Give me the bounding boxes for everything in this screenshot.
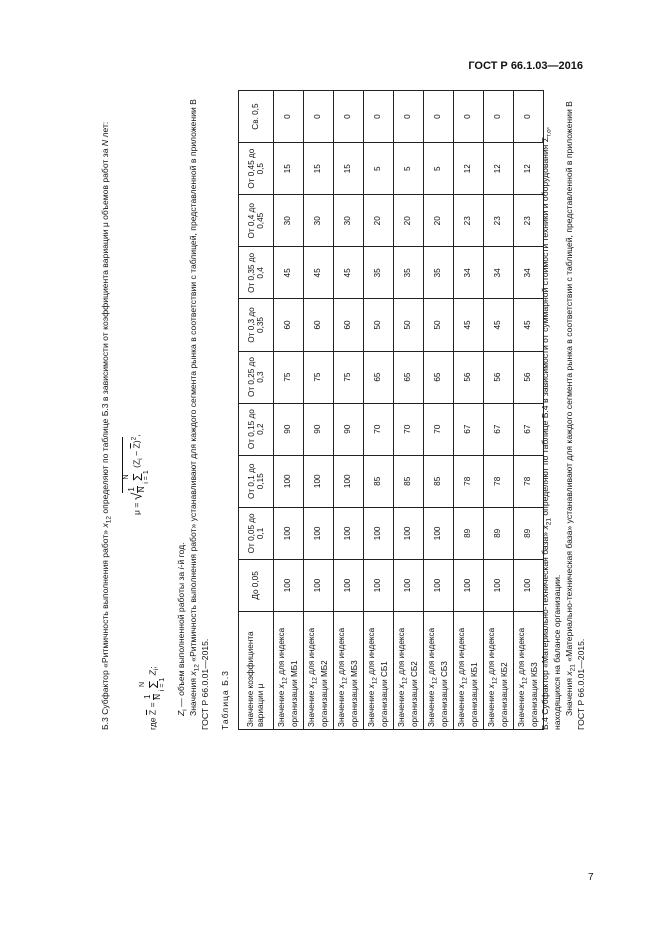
table-row	[364, 91, 394, 730]
row-label-part: Значение	[487, 688, 497, 727]
table-cell: 100	[334, 455, 364, 507]
exponent: 2	[130, 436, 138, 441]
paragraph-b3	[100, 122, 114, 730]
table-cell: 23	[454, 195, 484, 247]
symbol-x: x	[188, 671, 198, 676]
table-row	[454, 91, 484, 730]
row-label-part: Значение	[277, 688, 287, 727]
table-cell: 75	[274, 351, 304, 403]
table-cell: 100	[484, 559, 514, 611]
table-cell: 100	[304, 507, 334, 559]
table-cell: 78	[454, 455, 484, 507]
row-label-part: для индекса организации	[367, 627, 389, 727]
term: −	[131, 448, 142, 459]
table-cell: 30	[274, 195, 304, 247]
table-cell: 100	[394, 559, 424, 611]
row-label	[274, 612, 304, 730]
column-header: Св. 0,5	[239, 91, 274, 143]
text: лет:	[100, 121, 110, 140]
sigma-glyph: Σ	[129, 472, 145, 482]
table-cell: 100	[364, 507, 394, 559]
row-label	[454, 612, 484, 730]
text: =	[147, 700, 158, 710]
column-header: От 0,4 до 0,45	[239, 195, 274, 247]
table-cell: 35	[394, 247, 424, 299]
row-label	[424, 612, 454, 730]
table-cell: 50	[424, 299, 454, 351]
symbol-x: x	[564, 671, 574, 676]
table-cell: 100	[334, 507, 364, 559]
gost-reference: ГОСТ Р 66.0.01—2015.	[576, 638, 586, 730]
symbol-i: i	[176, 567, 186, 570]
formula-mu	[122, 434, 150, 515]
column-header: От 0,3 до 0,35	[239, 299, 274, 351]
row-label-part: СБ1	[379, 661, 389, 678]
denominator: N	[136, 486, 146, 493]
row-label-part: 12	[372, 677, 379, 685]
table-row	[274, 91, 304, 730]
text: «Материально-техническая база» устанавливают для каждого сегмента рынка в соответствии с таблицей, представленной в приложении В	[564, 101, 574, 665]
text: Значения	[188, 675, 198, 716]
sum-operator	[124, 470, 150, 483]
row-label-part: x	[307, 684, 317, 689]
table-cell: 60	[334, 299, 364, 351]
table-cell: 89	[514, 507, 544, 559]
table-cell: 45	[484, 299, 514, 351]
row-label-part: Значение	[517, 688, 527, 727]
table-cell: 100	[304, 455, 334, 507]
row-label-part: Значение	[307, 688, 317, 727]
row-label	[514, 612, 544, 730]
table-row	[334, 91, 364, 730]
fraction	[144, 694, 162, 700]
denominator: N	[152, 693, 162, 700]
table-cell: 100	[274, 507, 304, 559]
row-label-part: КБ1	[469, 662, 479, 678]
row-label	[484, 612, 514, 730]
row-label-part: СБ3	[439, 661, 449, 678]
rotated-page-content	[100, 90, 586, 730]
sum-lower: i = 1	[158, 677, 166, 692]
row-label-part: 12	[342, 677, 349, 685]
row-label-part: для индекса организации	[517, 627, 539, 727]
table-cell: 78	[484, 455, 514, 507]
term: ,	[131, 434, 142, 437]
table-cell: 12	[514, 143, 544, 195]
table-cell: 0	[304, 91, 334, 143]
text: определяют по таблице Б.3 в зависимости от коэффициента вариации μ объемов работ за	[100, 146, 110, 516]
table-cell: 56	[514, 351, 544, 403]
term: )	[131, 440, 142, 444]
table-cell: 50	[364, 299, 394, 351]
table-cell: 0	[394, 91, 424, 143]
row-label-part: для индекса организации	[337, 627, 359, 727]
table-cell: 20	[394, 195, 424, 247]
column-header: От 0,1 до 0,15	[239, 455, 274, 507]
row-label-part: Значение	[457, 688, 467, 727]
text: -й год.	[176, 542, 186, 568]
table-cell: 34	[484, 247, 514, 299]
fraction	[128, 486, 146, 492]
row-label-part: x	[457, 684, 467, 689]
formula-lhs: μ =	[131, 502, 142, 515]
paragraph-b4-continuation: находящихся на балансе организации.	[552, 574, 562, 730]
row-label	[394, 612, 424, 730]
row-label-part: Значение	[397, 688, 407, 727]
table-cell: 85	[364, 455, 394, 507]
table-cell: 89	[484, 507, 514, 559]
row-label-part: 12	[282, 677, 289, 685]
subscript: 21	[569, 664, 577, 672]
table-cell: 5	[364, 143, 394, 195]
table-cell: 0	[454, 91, 484, 143]
table-cell: 50	[394, 299, 424, 351]
column-header: От 0,45 до 0,5	[239, 143, 274, 195]
text: Б.3 Субфактор «Ритмичность выполнения работ»	[100, 527, 110, 730]
subscript: i	[153, 668, 161, 671]
text: ,	[540, 126, 550, 130]
subscript: т,о	[545, 129, 553, 137]
row-label-part: x	[517, 684, 527, 689]
document-header: ГОСТ Р 66.1.03—2016	[468, 60, 583, 72]
row-label-part: КБ2	[499, 662, 509, 678]
table-cell: 65	[424, 351, 454, 403]
column-header: От 0,25 до 0,3	[239, 351, 274, 403]
table-cell: 20	[364, 195, 394, 247]
table-cell: 0	[334, 91, 364, 143]
sqrt-radicand	[122, 437, 150, 493]
symbol-x: x	[540, 525, 550, 530]
table-cell: 100	[364, 559, 394, 611]
z-bar: $\overline{Z}$	[147, 709, 158, 716]
table-cell: 100	[274, 559, 304, 611]
row-label-part: x	[427, 684, 437, 689]
table-header-row	[239, 91, 274, 730]
table-cell: 70	[364, 403, 394, 455]
gost-reference: ГОСТ Р 66.0.01—2015.	[200, 638, 210, 730]
table-cell: 45	[304, 247, 334, 299]
table-cell: 100	[304, 559, 334, 611]
text: Значения	[564, 675, 574, 716]
table-cell: 65	[394, 351, 424, 403]
table-cell: 5	[424, 143, 454, 195]
row-label-part: Значение	[427, 688, 437, 727]
table-cell: 100	[514, 559, 544, 611]
table-cell: 45	[514, 299, 544, 351]
column-header: До 0,05	[239, 559, 274, 611]
z-bar: $\overline{Z}$	[131, 443, 142, 449]
table-cell: 45	[334, 247, 364, 299]
table-cell: 56	[454, 351, 484, 403]
row-label-part: x	[277, 684, 287, 689]
row-label-part: МБ2	[319, 660, 329, 678]
table-cell: 85	[424, 455, 454, 507]
row-label-part: x	[337, 684, 347, 689]
text: — объем выполненной работы за	[176, 569, 186, 710]
table-cell: 100	[394, 507, 424, 559]
text: ;	[147, 666, 158, 669]
text: «Ритмичность выполнения работ» устанавливают для каждого сегмента рынка в соответствии с таблицей, представленной в приложении В	[188, 99, 198, 665]
text: Б.4 Субфактор «Материально-техническая база»	[540, 529, 550, 730]
table-cell: 15	[274, 143, 304, 195]
table-cell: 75	[334, 351, 364, 403]
table-cell: 56	[484, 351, 514, 403]
table-cell: 20	[424, 195, 454, 247]
row-label	[334, 612, 364, 730]
row-label-part: для индекса организации	[397, 627, 419, 727]
subscript: i	[137, 458, 145, 460]
row-label-part: 12	[492, 677, 499, 685]
table-cell: 67	[454, 403, 484, 455]
table-cell: 15	[334, 143, 364, 195]
table-body	[274, 91, 544, 730]
symbol-x: x	[100, 523, 110, 528]
row-label-part: КБ3	[529, 662, 539, 678]
sum-upper: N	[139, 681, 146, 687]
symbol-z: Z	[147, 670, 158, 676]
table-cell: 0	[364, 91, 394, 143]
table-cell: 78	[514, 455, 544, 507]
column-header: От 0,35 до 0,4	[239, 247, 274, 299]
row-label-part: СБ2	[409, 661, 419, 678]
row-label-part: для индекса организации	[307, 627, 329, 727]
subscript: 21	[545, 517, 553, 526]
row-label	[364, 612, 394, 730]
row-label-part: Значение	[367, 688, 377, 727]
column-header: От 0,05 до 0,1	[239, 507, 274, 559]
row-label-part: Значение	[337, 688, 347, 727]
table-cell: 100	[274, 455, 304, 507]
row-label-part: 12	[432, 677, 439, 685]
numerator: 1	[127, 487, 137, 492]
table-cell: 23	[484, 195, 514, 247]
row-label-part: 12	[312, 677, 319, 685]
table-cell: 0	[514, 91, 544, 143]
row-label	[304, 612, 334, 730]
table-cell: 67	[484, 403, 514, 455]
table-cell: 75	[304, 351, 334, 403]
row-label-part: для индекса организации	[277, 627, 299, 727]
row-label-part: x	[397, 684, 407, 689]
paragraph-x12-values	[188, 99, 202, 716]
page-number: 7	[588, 872, 594, 883]
table-cell: 60	[274, 299, 304, 351]
table-cell: 45	[454, 299, 484, 351]
table-row	[514, 91, 544, 730]
header-corner: Значение коэффициента вариации μ	[239, 612, 274, 730]
sigma-glyph: Σ	[145, 680, 161, 689]
subscript: 12	[105, 516, 113, 524]
table-cell: 60	[304, 299, 334, 351]
table-cell: 34	[454, 247, 484, 299]
subscript: i	[181, 709, 189, 711]
sqrt-sign: √	[128, 492, 145, 501]
row-label-part: МБ3	[349, 660, 359, 678]
term: (Z	[131, 459, 142, 468]
table-cell: 100	[454, 559, 484, 611]
table-cell: 23	[514, 195, 544, 247]
sum-lower: i = 1	[142, 470, 150, 484]
sum-upper: N	[123, 474, 130, 480]
row-label-part: для индекса организации	[487, 627, 509, 727]
table-cell: 0	[274, 91, 304, 143]
table-cell: 0	[484, 91, 514, 143]
symbol-n: N	[100, 139, 110, 147]
table-cell: 45	[274, 247, 304, 299]
table-cell: 15	[304, 143, 334, 195]
row-label-part: 12	[522, 677, 529, 685]
table-cell: 30	[304, 195, 334, 247]
table-cell: 67	[514, 403, 544, 455]
table-cell: 100	[424, 507, 454, 559]
text: определяют по таблице Б.4 в зависимости от суммарной стоимости техники и оборудования Σ	[540, 136, 550, 518]
formula-z-mean	[140, 666, 166, 730]
table-cell: 30	[334, 195, 364, 247]
table-row	[424, 91, 454, 730]
numerator: 1	[143, 694, 153, 700]
row-label-part: x	[367, 684, 377, 689]
table-row	[394, 91, 424, 730]
table-cell: 12	[454, 143, 484, 195]
table-cell: 35	[364, 247, 394, 299]
symbol-z: Z	[176, 710, 186, 716]
table-row	[484, 91, 514, 730]
table-cell: 100	[424, 559, 454, 611]
table-cell: 70	[424, 403, 454, 455]
subscript: 12	[193, 664, 201, 672]
table-cell: 34	[514, 247, 544, 299]
row-label-part: 12	[462, 677, 469, 685]
row-label-part: МБ1	[289, 660, 299, 678]
row-label-part: для индекса организации	[427, 627, 449, 727]
sum-operator	[140, 678, 166, 691]
column-header: От 0,15 до 0,2	[239, 403, 274, 455]
table-cell: 90	[274, 403, 304, 455]
table-cell: 65	[364, 351, 394, 403]
table-cell: 35	[424, 247, 454, 299]
table-cell: 89	[454, 507, 484, 559]
text: где	[147, 715, 158, 730]
table-cell: 12	[484, 143, 514, 195]
row-label-part: для индекса организации	[457, 627, 479, 727]
table-cell: 85	[394, 455, 424, 507]
table-cell: 5	[394, 143, 424, 195]
table-cell: 100	[334, 559, 364, 611]
table-b3	[238, 90, 544, 730]
row-label-part: 12	[402, 677, 409, 685]
table-cell: 70	[394, 403, 424, 455]
table-caption: Таблица Б.3	[220, 670, 230, 730]
table-cell: 0	[424, 91, 454, 143]
table-row	[304, 91, 334, 730]
paragraph-x21-values	[564, 101, 578, 716]
table-cell: 90	[334, 403, 364, 455]
table-cell: 90	[304, 403, 334, 455]
row-label-part: x	[487, 684, 497, 689]
